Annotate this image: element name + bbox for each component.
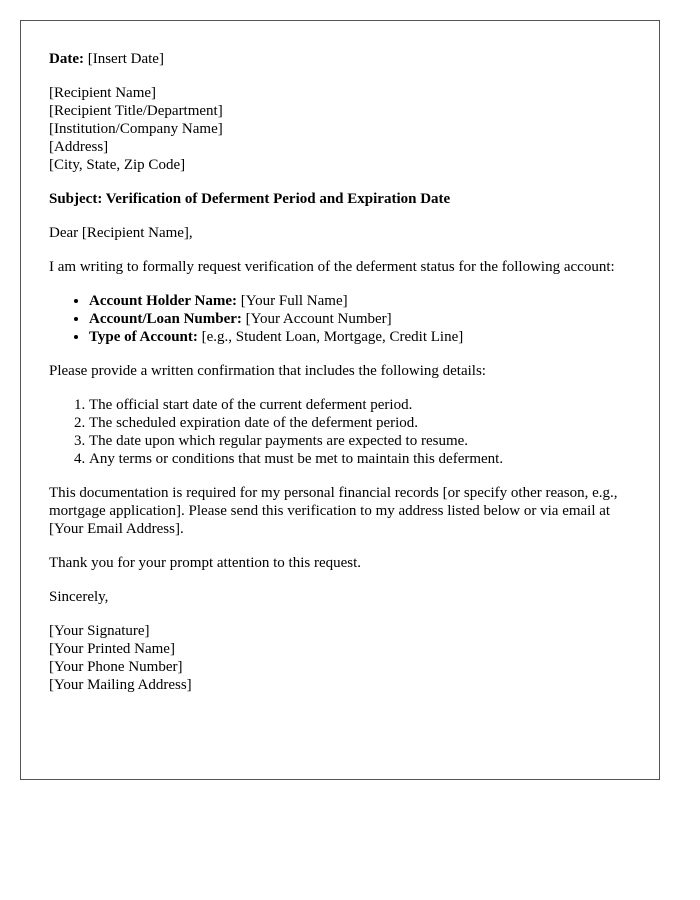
list-item: 1. The official start date of the current deferment period. bbox=[89, 396, 631, 414]
date-value: [Insert Date] bbox=[87, 51, 164, 67]
subject-line bbox=[49, 190, 631, 208]
account-type-label: Type of Account: bbox=[89, 329, 198, 345]
list-item bbox=[89, 310, 631, 328]
recipient-address: [Address] bbox=[49, 139, 109, 155]
date-label: Date: bbox=[49, 51, 84, 67]
closing: Sincerely, bbox=[49, 589, 109, 605]
printed-name-line: [Your Printed Name] bbox=[49, 641, 175, 657]
signature-line: [Your Signature] bbox=[49, 623, 150, 639]
list-item: 2. The scheduled expiration date of the deferment period. bbox=[89, 414, 631, 432]
request-intro-paragraph: Please provide a written confirmation that includes the following details: bbox=[49, 363, 486, 379]
recipient-title: [Recipient Title/Department] bbox=[49, 103, 223, 119]
account-holder-value: [Your Full Name] bbox=[240, 293, 348, 309]
intro-paragraph: I am writing to formally request verification of the deferment status for the following account: bbox=[49, 259, 615, 275]
letter-document bbox=[20, 20, 660, 780]
list-item: 4. Any terms or conditions that must be met to maintain this deferment. bbox=[89, 450, 631, 468]
list-item bbox=[89, 292, 631, 310]
list-item bbox=[89, 328, 631, 346]
requested-details-list bbox=[49, 396, 631, 468]
date-line bbox=[49, 50, 631, 68]
recipient-institution: [Institution/Company Name] bbox=[49, 121, 223, 137]
salutation: Dear [Recipient Name], bbox=[49, 225, 193, 241]
recipient-address-block bbox=[49, 84, 631, 174]
account-number-label: Account/Loan Number: bbox=[89, 311, 242, 327]
mailing-address-line: [Your Mailing Address] bbox=[49, 677, 192, 693]
account-number-value: [Your Account Number] bbox=[245, 311, 392, 327]
account-details-list bbox=[49, 292, 631, 346]
list-item: 3. The date upon which regular payments are expected to resume. bbox=[89, 432, 631, 450]
account-type-value: [e.g., Student Loan, Mortgage, Credit Line] bbox=[201, 329, 464, 345]
thanks-paragraph: Thank you for your prompt attention to this request. bbox=[49, 555, 362, 571]
recipient-name: [Recipient Name] bbox=[49, 85, 157, 101]
subject-text: Subject: Verification of Deferment Period and Expiration Date bbox=[49, 191, 451, 207]
phone-number-line: [Your Phone Number] bbox=[49, 659, 183, 675]
recipient-city-state-zip: [City, State, Zip Code] bbox=[49, 157, 186, 173]
purpose-paragraph: This documentation is required for my personal financial records [or specify other reason, e.g., mortgage application]. Please send this verification to my address listed below or via email at [Your Email Address]. bbox=[49, 485, 618, 537]
account-holder-label: Account Holder Name: bbox=[89, 293, 238, 309]
signature-block bbox=[49, 622, 631, 694]
